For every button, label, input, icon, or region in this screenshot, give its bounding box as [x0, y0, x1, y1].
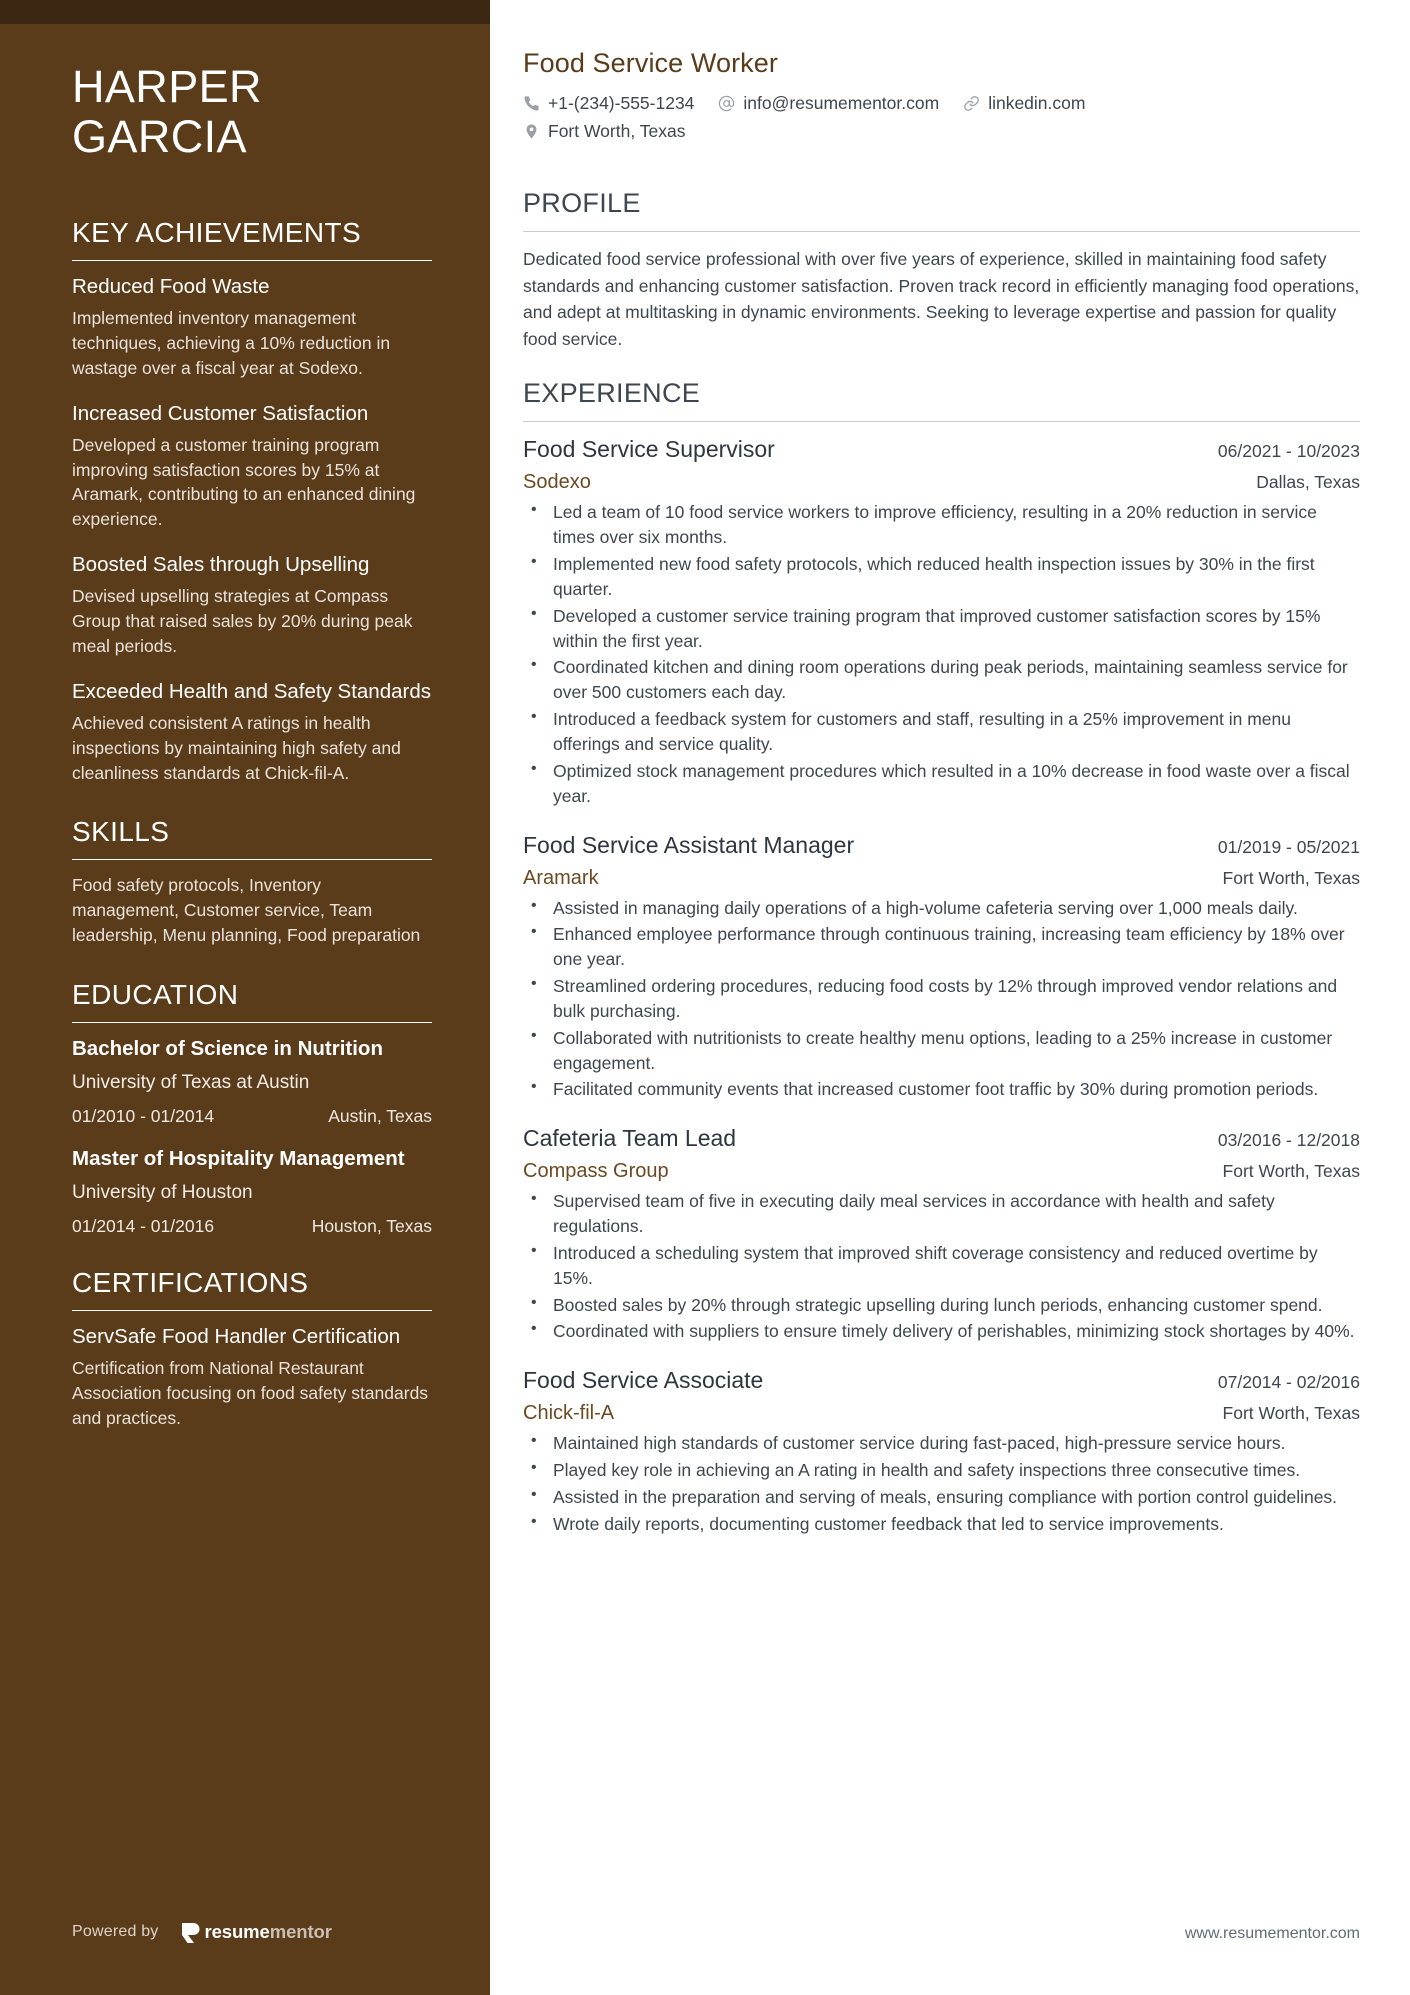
experience-bullet: • Developed a customer service training program that improved customer satisfaction scores by 15% within the first year.: [523, 604, 1360, 654]
education-school: University of Texas at Austin: [72, 1072, 310, 1094]
experience-entry: [523, 436, 1360, 808]
education-school: University of Houston: [72, 1181, 253, 1203]
achievement-description: Implemented inventory management techniques, achieving a 10% reduction in wastage over a fiscal year at Sodexo.: [72, 308, 391, 378]
key-achievements-heading: KEY ACHIEVEMENTS: [72, 217, 432, 261]
education-location: Austin, Texas: [328, 1105, 432, 1126]
footer-url: www.resumementor.com: [1184, 1925, 1360, 1942]
contact-email-text: info@resumementor.com: [743, 93, 940, 113]
experience-entry: [523, 832, 1360, 1103]
experience-dates: 01/2019 - 05/2021: [1217, 836, 1360, 857]
experience-bullet: • Facilitated community events that increased customer foot traffic by 30% during promotion periods.: [523, 1077, 1360, 1102]
experience-job-title: Cafeteria Team Lead: [523, 1125, 737, 1152]
resumementor-mark-icon: [181, 1922, 200, 1943]
experience-title-row: [523, 832, 1360, 859]
contact-location-text: Fort Worth, Texas: [548, 121, 686, 141]
education-meta: [72, 1216, 432, 1237]
experience-location: Fort Worth, Texas: [1222, 1403, 1360, 1424]
experience-company: Aramark: [523, 866, 599, 889]
contact-info: [523, 93, 1360, 142]
candidate-name: [72, 62, 432, 163]
experience-dates: 06/2021 - 10/2023: [1217, 441, 1360, 462]
headline-job-title: Food Service Worker: [523, 48, 778, 78]
candidate-last-name: GARCIA: [72, 111, 247, 163]
education-location: Houston, Texas: [311, 1215, 432, 1236]
achievement-title: Boosted Sales through Upselling: [72, 553, 370, 577]
education-dates: 01/2014 - 01/2016: [72, 1215, 215, 1236]
experience-company: Chick-fil-A: [523, 1402, 615, 1425]
achievement-item: [72, 679, 432, 786]
experience-bullet: • Enhanced employee performance through continuous training, increasing team efficiency by 18% over one year.: [523, 922, 1360, 972]
experience-section: [523, 378, 1360, 1536]
experience-company: Sodexo: [523, 471, 591, 494]
sidebar: [0, 0, 490, 1995]
resumementor-wordmark: [205, 1921, 332, 1943]
contact-row-primary: [523, 93, 1360, 114]
experience-location: Fort Worth, Texas: [1222, 867, 1360, 888]
profile-section: [523, 188, 1360, 352]
experience-bullet: • Led a team of 10 food service workers to improve efficiency, resulting in a 20% reduction in service times over six months.: [523, 500, 1360, 550]
experience-bullet: • Assisted in the preparation and serving of meals, ensuring compliance with portion control guidelines.: [523, 1485, 1360, 1510]
powered-by-label: Powered by: [72, 1923, 159, 1940]
contact-location: [523, 121, 685, 142]
experience-bullet: • Collaborated with nutritionists to create healthy menu options, leading to a 25% increase in customer engagement.: [523, 1026, 1360, 1076]
education-heading: EDUCATION: [72, 979, 432, 1023]
achievement-description: Achieved consistent A ratings in health inspections by maintaining high safety and cleanliness standards at Chick-fil-A.: [72, 713, 401, 783]
education-degree: Bachelor of Science in Nutrition: [72, 1036, 383, 1060]
experience-bullet: • Introduced a feedback system for customers and staff, resulting in a 25% improvement in menu offerings and service quality.: [523, 707, 1360, 757]
contact-website-text: linkedin.com: [988, 93, 1086, 113]
contact-email[interactable]: [718, 93, 939, 114]
experience-title-row: [523, 436, 1360, 463]
experience-bullet: • Coordinated kitchen and dining room operations during peak periods, maintaining seamless service for over 500 customers each day.: [523, 655, 1360, 705]
experience-bullets: [523, 1189, 1360, 1344]
experience-entry: [523, 1125, 1360, 1344]
achievement-title: Reduced Food Waste: [72, 274, 270, 298]
contact-phone[interactable]: [523, 93, 694, 114]
brand-mentor: mentor: [269, 1921, 332, 1942]
experience-heading: EXPERIENCE: [523, 378, 1360, 422]
skills-list: Food safety protocols, Inventory management, Customer service, Team leadership, Menu planning, Food preparation: [72, 874, 421, 946]
contact-phone-text: +1-(234)-555-1234: [548, 93, 695, 113]
experience-company-row: [523, 1160, 1360, 1183]
achievement-title: Exceeded Health and Safety Standards: [72, 679, 431, 703]
experience-company-row: [523, 1402, 1360, 1425]
experience-bullets: [523, 896, 1360, 1103]
brand-resume: resume: [204, 1921, 270, 1942]
experience-company: Compass Group: [523, 1160, 669, 1183]
achievement-description: Developed a customer training program improving satisfaction scores by 15% at Aramark, contributing to an enhanced dining experience.: [72, 434, 416, 530]
certifications-heading: CERTIFICATIONS: [72, 1267, 432, 1311]
education-section: [72, 979, 432, 1237]
certification-item: [72, 1324, 432, 1431]
experience-bullet: • Implemented new food safety protocols, which reduced health inspection issues by 30% in the first quarter.: [523, 552, 1360, 602]
experience-location: Fort Worth, Texas: [1222, 1161, 1360, 1182]
experience-entry: [523, 1367, 1360, 1536]
achievement-item: [72, 401, 432, 533]
experience-job-title: Food Service Associate: [523, 1367, 764, 1394]
skills-heading: SKILLS: [72, 816, 432, 860]
link-icon: [963, 95, 980, 112]
experience-bullet: • Wrote daily reports, documenting customer feedback that led to service improvements.: [523, 1512, 1360, 1537]
contact-website[interactable]: [963, 93, 1085, 114]
experience-bullet: • Assisted in managing daily operations of a high-volume cafeteria serving over 1,000 meals daily.: [523, 896, 1360, 921]
achievement-title: Increased Customer Satisfaction: [72, 401, 369, 425]
experience-bullet: • Maintained high standards of customer service during fast-paced, high-pressure service hours.: [523, 1431, 1360, 1456]
key-achievements-section: [72, 217, 432, 786]
profile-heading: PROFILE: [523, 188, 1360, 232]
contact-row-location: [523, 121, 1360, 142]
experience-bullet: • Streamlined ordering procedures, reducing food costs by 12% through improved vendor relations and bulk purchasing.: [523, 974, 1360, 1024]
experience-bullet: • Introduced a scheduling system that improved shift coverage consistency and reduced overtime by 15%.: [523, 1241, 1360, 1291]
experience-bullet: • Boosted sales by 20% through strategic upselling during lunch periods, enhancing customer spend.: [523, 1293, 1360, 1318]
experience-company-row: [523, 867, 1360, 890]
experience-bullet: • Supervised team of five in executing daily meal services in accordance with health and safety regulations.: [523, 1189, 1360, 1239]
skills-section: [72, 816, 432, 949]
education-item: [72, 1036, 432, 1127]
experience-bullet: • Coordinated with suppliers to ensure timely delivery of perishables, minimizing stock shortages by 40%.: [523, 1319, 1360, 1344]
map-pin-icon: [523, 123, 540, 140]
experience-location: Dallas, Texas: [1256, 472, 1360, 493]
main-content: [490, 0, 1410, 1995]
achievement-item: [72, 552, 432, 659]
experience-title-row: [523, 1367, 1360, 1394]
phone-icon: [523, 95, 540, 112]
experience-dates: 07/2014 - 02/2016: [1217, 1372, 1360, 1393]
candidate-first-name: HARPER: [72, 61, 262, 112]
at-sign-icon: [718, 95, 735, 112]
certifications-section: [72, 1267, 432, 1431]
experience-title-row: [523, 1125, 1360, 1152]
achievement-item: [72, 274, 432, 381]
achievement-description: Devised upselling strategies at Compass Group that raised sales by 20% during peak meal periods.: [72, 586, 413, 657]
education-item: [72, 1146, 432, 1237]
certification-title: ServSafe Food Handler Certification: [72, 1324, 401, 1348]
experience-job-title: Food Service Supervisor: [523, 436, 775, 463]
experience-bullets: [523, 1431, 1360, 1536]
experience-bullet: • Optimized stock management procedures which resulted in a 10% decrease in food waste over a fiscal year.: [523, 759, 1360, 809]
education-meta: [72, 1106, 432, 1127]
profile-text: Dedicated food service professional with over five years of experience, skilled in maintaining food safety standards and enhancing customer satisfaction. Proven track record in efficiently managing food operations, and adept at multitasking in dynamic environments. Seeking to leverage expertise and passion for quality food service.: [523, 249, 1360, 349]
experience-bullet: • Played key role in achieving an A rating in health and safety inspections three consecutive times.: [523, 1458, 1360, 1483]
experience-company-row: [523, 471, 1360, 494]
experience-dates: 03/2016 - 12/2018: [1217, 1130, 1360, 1151]
education-degree: Master of Hospitality Management: [72, 1146, 405, 1170]
experience-bullets: [523, 500, 1360, 808]
resumementor-logo: [181, 1921, 332, 1943]
education-dates: 01/2010 - 01/2014: [72, 1105, 215, 1126]
sidebar-footer: [72, 1921, 332, 1943]
experience-job-title: Food Service Assistant Manager: [523, 831, 855, 858]
certification-description: Certification from National Restaurant Association focusing on food safety standards and practices.: [72, 1357, 429, 1428]
sidebar-top-strip: [0, 0, 490, 24]
